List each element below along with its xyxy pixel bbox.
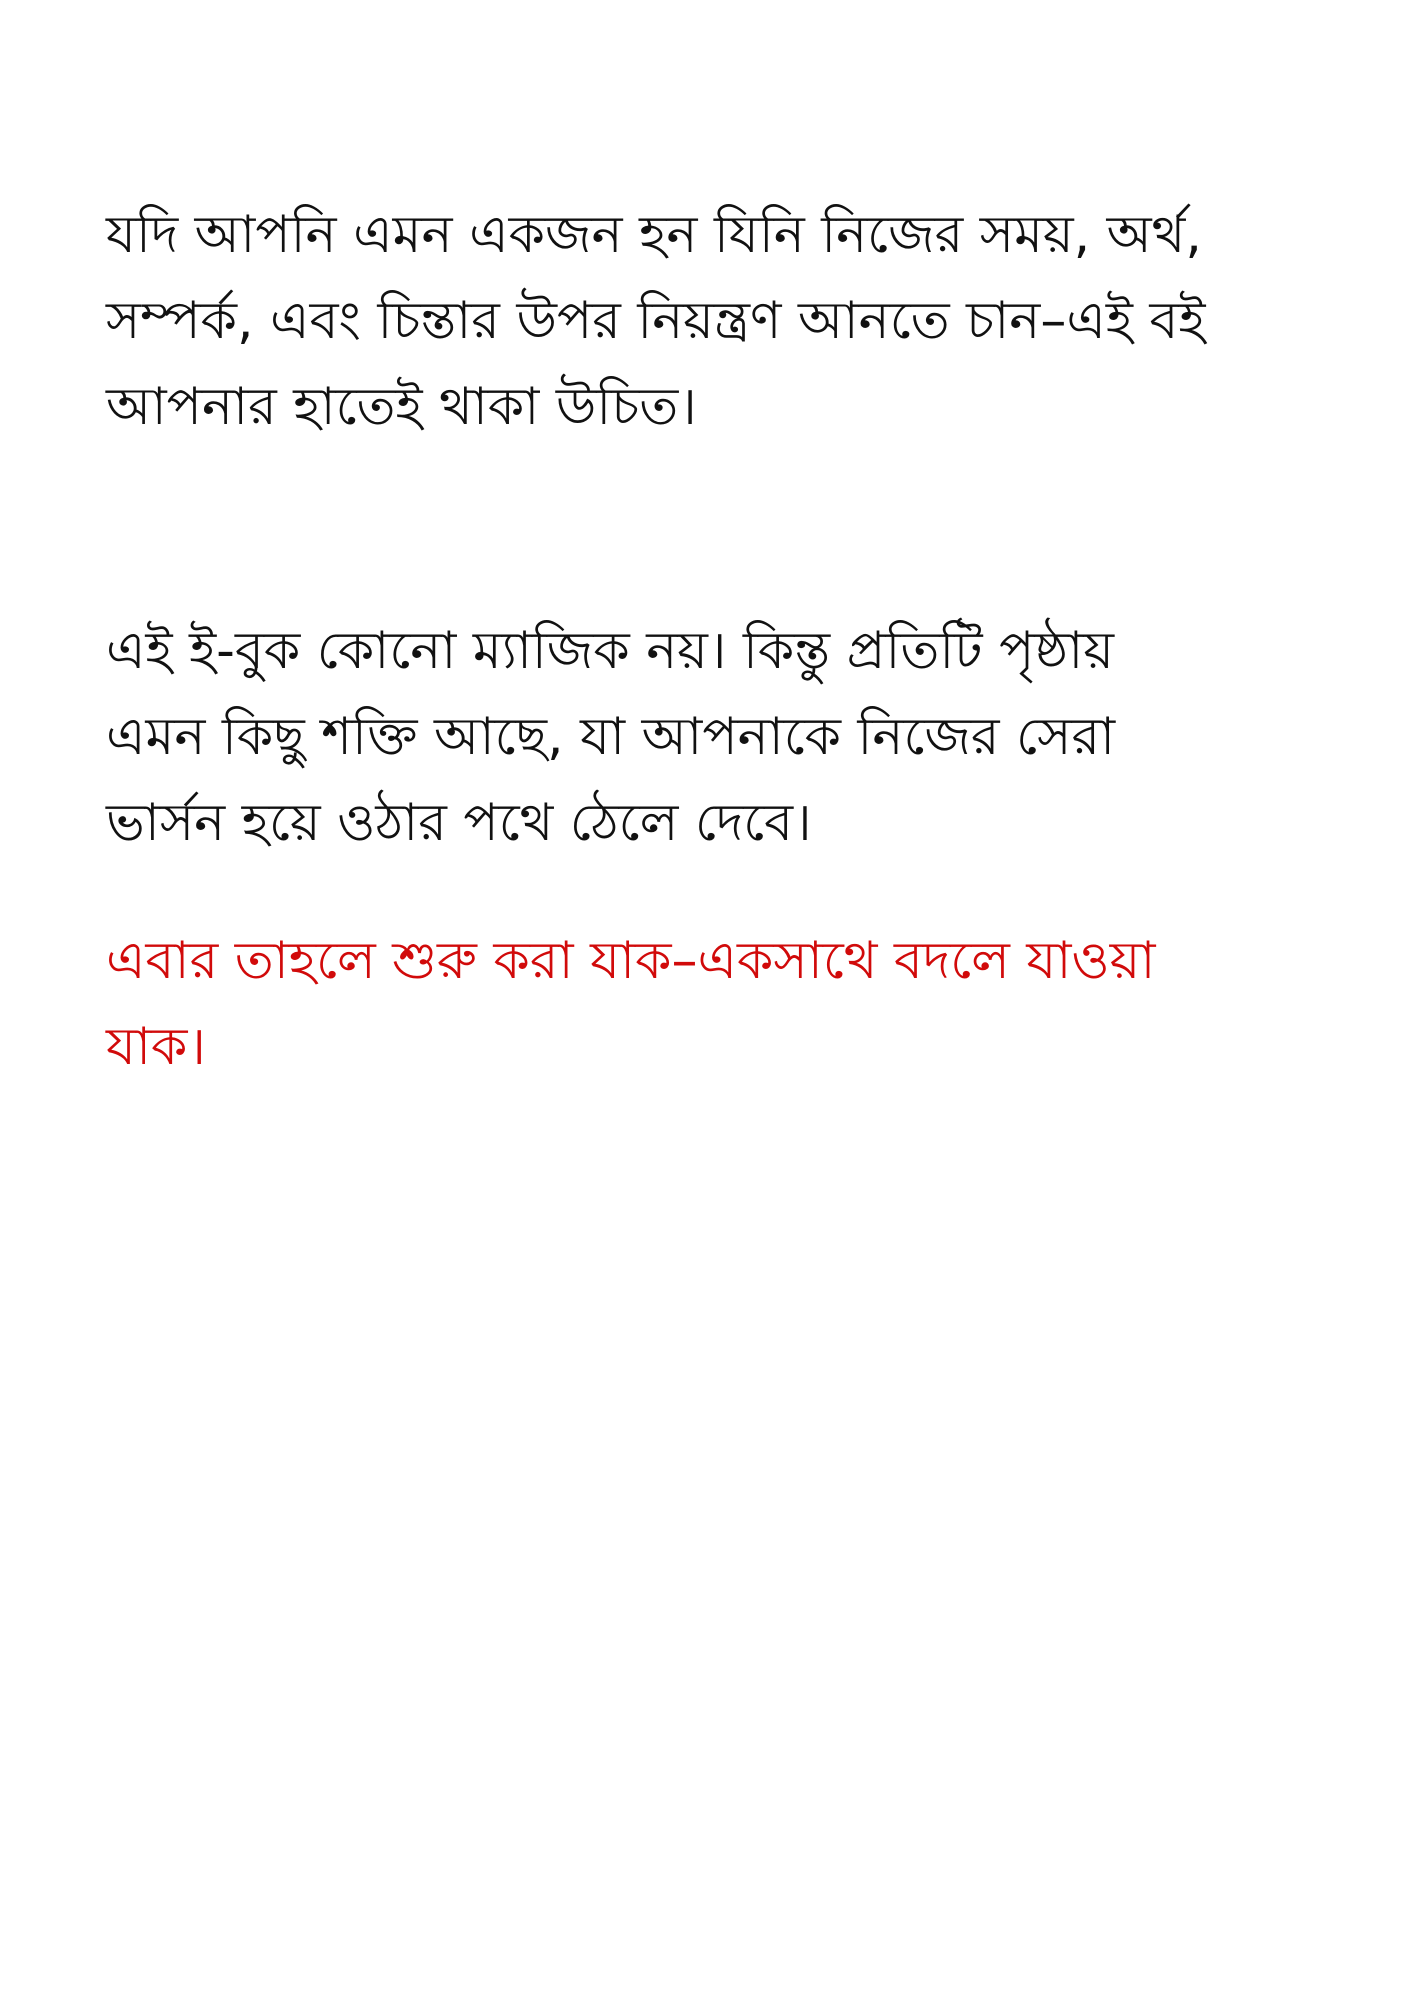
page-content [106, 192, 1306, 1090]
ebook-description-paragraph: এই ই-বুক কোনো ম্যাজিক নয়। কিন্তু প্রতিটি পৃষ্ঠায় এমন কিছু শক্তি আছে, যা আপনাকে নিজের সেরা ভার্সন হয়ে ওঠার পথে ঠেলে দেবে। [106, 621, 1116, 853]
call-to-action-paragraph: এবার তাহলে শুরু করা যাক–একসাথে বদলে যাওয়া যাক। [106, 931, 1156, 1077]
intro-paragraph: যদি আপনি এমন একজন হন যিনি নিজের সময়, অর্থ, সম্পর্ক, এবং চিন্তার উপর নিয়ন্ত্রণ আনতে চান–এই বই আপনার হাতেই থাকা উচিত। [106, 205, 1206, 437]
